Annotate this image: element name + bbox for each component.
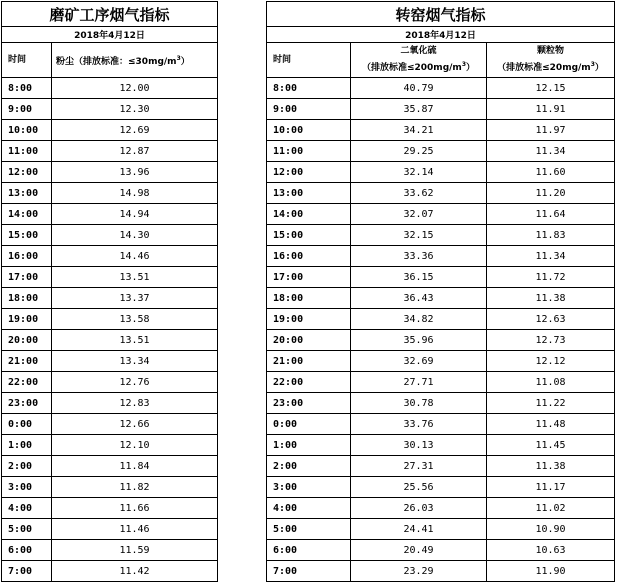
time-cell: 22:00 — [267, 372, 351, 393]
time-cell: 12:00 — [2, 162, 52, 183]
particulate-value-cell: 11.08 — [487, 372, 615, 393]
particulate-value-cell: 11.45 — [487, 435, 615, 456]
particulate-value-cell: 11.22 — [487, 393, 615, 414]
table-row — [2, 267, 218, 288]
table-row — [267, 393, 615, 414]
table-row — [2, 99, 218, 120]
table-row — [2, 309, 218, 330]
dust-column-header: 粉尘（排放标准：$\le 30mg/m^3$） — [52, 43, 218, 78]
time-cell: 23:00 — [2, 393, 52, 414]
time-cell: 6:00 — [2, 540, 52, 561]
table-row — [2, 246, 218, 267]
time-cell: 13:00 — [2, 183, 52, 204]
table-row — [267, 267, 615, 288]
particulate-value-cell: 11.97 — [487, 120, 615, 141]
dust-value-cell: 11.66 — [52, 498, 218, 519]
dust-value-cell: 12.10 — [52, 435, 218, 456]
dust-value-cell: 13.37 — [52, 288, 218, 309]
table-row — [267, 246, 615, 267]
dust-value-cell: 12.69 — [52, 120, 218, 141]
dust-value-cell: 11.84 — [52, 456, 218, 477]
time-column-header: 时间 — [267, 43, 351, 78]
particulate-value-cell: 11.90 — [487, 561, 615, 582]
table-row — [2, 78, 218, 99]
table-row — [267, 141, 615, 162]
particulate-value-cell: 11.34 — [487, 141, 615, 162]
particulate-value-cell: 12.12 — [487, 351, 615, 372]
so2-value-cell: 34.82 — [351, 309, 487, 330]
table-row — [267, 519, 615, 540]
table-row — [267, 99, 615, 120]
table-row — [2, 204, 218, 225]
time-cell: 2:00 — [267, 456, 351, 477]
so2-value-cell: 40.79 — [351, 78, 487, 99]
so2-value-cell: 35.96 — [351, 330, 487, 351]
grinding-table-title: 磨矿工序烟气指标 — [2, 2, 218, 27]
table-row — [267, 309, 615, 330]
time-cell: 19:00 — [2, 309, 52, 330]
so2-value-cell: 36.43 — [351, 288, 487, 309]
so2-value-cell: 32.07 — [351, 204, 487, 225]
time-cell: 14:00 — [267, 204, 351, 225]
particulate-value-cell: 11.38 — [487, 456, 615, 477]
so2-value-cell: 23.29 — [351, 561, 487, 582]
so2-value-cell: 33.76 — [351, 414, 487, 435]
particulate-value-cell: 11.83 — [487, 225, 615, 246]
table-row — [267, 372, 615, 393]
table-row — [267, 330, 615, 351]
time-cell: 10:00 — [2, 120, 52, 141]
time-cell: 8:00 — [267, 78, 351, 99]
dust-value-cell: 12.76 — [52, 372, 218, 393]
table-row — [2, 288, 218, 309]
table-row — [267, 120, 615, 141]
so2-value-cell: 26.03 — [351, 498, 487, 519]
time-cell: 13:00 — [267, 183, 351, 204]
table-row — [2, 225, 218, 246]
time-cell: 9:00 — [2, 99, 52, 120]
time-cell: 5:00 — [267, 519, 351, 540]
time-cell: 20:00 — [267, 330, 351, 351]
table-row — [2, 414, 218, 435]
table-row — [2, 162, 218, 183]
table-row — [2, 519, 218, 540]
kiln-table-date: 2018年4月12日 — [267, 27, 615, 43]
so2-value-cell: 36.15 — [351, 267, 487, 288]
table-row — [2, 498, 218, 519]
so2-value-cell: 20.49 — [351, 540, 487, 561]
time-cell: 17:00 — [2, 267, 52, 288]
time-cell: 21:00 — [267, 351, 351, 372]
particulate-value-cell: 11.91 — [487, 99, 615, 120]
table-row — [267, 288, 615, 309]
particulate-value-cell: 12.15 — [487, 78, 615, 99]
so2-value-cell: 27.71 — [351, 372, 487, 393]
time-cell: 15:00 — [2, 225, 52, 246]
time-cell: 1:00 — [2, 435, 52, 456]
time-cell: 16:00 — [2, 246, 52, 267]
so2-value-cell: 24.41 — [351, 519, 487, 540]
dust-value-cell: 13.51 — [52, 330, 218, 351]
particulate-value-cell: 11.38 — [487, 288, 615, 309]
particulate-value-cell: 11.02 — [487, 498, 615, 519]
table-row — [267, 351, 615, 372]
time-cell: 10:00 — [267, 120, 351, 141]
dust-value-cell: 12.87 — [52, 141, 218, 162]
particulate-value-cell: 11.17 — [487, 477, 615, 498]
table-row — [2, 330, 218, 351]
time-cell: 17:00 — [267, 267, 351, 288]
so2-value-cell: 32.15 — [351, 225, 487, 246]
table-row — [267, 540, 615, 561]
particulate-value-cell: 11.64 — [487, 204, 615, 225]
table-row — [267, 162, 615, 183]
table-row — [267, 456, 615, 477]
dust-value-cell: 11.46 — [52, 519, 218, 540]
dust-value-cell: 11.82 — [52, 477, 218, 498]
particulate-column-header: 颗粒物 （排放标准$\le 20mg/m^3$） — [487, 43, 615, 78]
table-row — [2, 141, 218, 162]
dust-value-cell: 13.58 — [52, 309, 218, 330]
time-cell: 9:00 — [267, 99, 351, 120]
kiln-table-title: 转窑烟气指标 — [267, 2, 615, 27]
so2-value-cell: 27.31 — [351, 456, 487, 477]
particulate-value-cell: 11.60 — [487, 162, 615, 183]
time-cell: 20:00 — [2, 330, 52, 351]
time-cell: 4:00 — [267, 498, 351, 519]
time-cell: 22:00 — [2, 372, 52, 393]
dust-value-cell: 14.30 — [52, 225, 218, 246]
table-row — [267, 561, 615, 582]
table-row — [267, 477, 615, 498]
time-column-header: 时间 — [2, 43, 52, 78]
time-cell: 15:00 — [267, 225, 351, 246]
table-row — [2, 120, 218, 141]
time-cell: 14:00 — [2, 204, 52, 225]
dust-value-cell: 14.94 — [52, 204, 218, 225]
so2-value-cell: 33.62 — [351, 183, 487, 204]
table-row — [2, 435, 218, 456]
so2-value-cell: 34.21 — [351, 120, 487, 141]
time-cell: 16:00 — [267, 246, 351, 267]
time-cell: 1:00 — [267, 435, 351, 456]
time-cell: 0:00 — [2, 414, 52, 435]
table-row — [267, 204, 615, 225]
dust-value-cell: 12.83 — [52, 393, 218, 414]
table-row — [2, 372, 218, 393]
time-cell: 3:00 — [2, 477, 52, 498]
dust-value-cell: 11.59 — [52, 540, 218, 561]
so2-value-cell: 30.13 — [351, 435, 487, 456]
so2-value-cell: 32.14 — [351, 162, 487, 183]
particulate-value-cell: 12.73 — [487, 330, 615, 351]
time-cell: 19:00 — [267, 309, 351, 330]
so2-value-cell: 30.78 — [351, 393, 487, 414]
time-cell: 21:00 — [2, 351, 52, 372]
so2-column-header: 二氧化硫 （排放标准$\le 200mg/m^3$） — [351, 43, 487, 78]
so2-value-cell: 29.25 — [351, 141, 487, 162]
dust-value-cell: 11.42 — [52, 561, 218, 582]
table-row — [267, 498, 615, 519]
dust-value-cell: 14.46 — [52, 246, 218, 267]
table-row — [2, 477, 218, 498]
time-cell: 0:00 — [267, 414, 351, 435]
dust-value-cell: 13.96 — [52, 162, 218, 183]
so2-value-cell: 25.56 — [351, 477, 487, 498]
dust-value-cell: 12.00 — [52, 78, 218, 99]
dust-value-cell: 12.30 — [52, 99, 218, 120]
particulate-value-cell: 11.72 — [487, 267, 615, 288]
time-cell: 12:00 — [267, 162, 351, 183]
time-cell: 6:00 — [267, 540, 351, 561]
time-cell: 2:00 — [2, 456, 52, 477]
table-row — [267, 183, 615, 204]
particulate-value-cell: 10.90 — [487, 519, 615, 540]
table-row — [2, 456, 218, 477]
time-cell: 11:00 — [267, 141, 351, 162]
time-cell: 8:00 — [2, 78, 52, 99]
particulate-value-cell: 10.63 — [487, 540, 615, 561]
dust-value-cell: 14.98 — [52, 183, 218, 204]
time-cell: 7:00 — [267, 561, 351, 582]
particulate-value-cell: 11.48 — [487, 414, 615, 435]
table-row — [267, 435, 615, 456]
dust-value-cell: 13.51 — [52, 267, 218, 288]
particulate-value-cell: 11.20 — [487, 183, 615, 204]
particulate-value-cell: 12.63 — [487, 309, 615, 330]
time-cell: 5:00 — [2, 519, 52, 540]
so2-value-cell: 32.69 — [351, 351, 487, 372]
time-cell: 18:00 — [2, 288, 52, 309]
time-cell: 4:00 — [2, 498, 52, 519]
time-cell: 7:00 — [2, 561, 52, 582]
rotary-kiln-flue-gas-table — [266, 1, 615, 582]
time-cell: 11:00 — [2, 141, 52, 162]
table-row — [2, 183, 218, 204]
time-cell: 23:00 — [267, 393, 351, 414]
so2-value-cell: 33.36 — [351, 246, 487, 267]
particulate-value-cell: 11.34 — [487, 246, 615, 267]
table-row — [267, 414, 615, 435]
table-row — [2, 540, 218, 561]
table-row — [2, 393, 218, 414]
table-row — [267, 225, 615, 246]
table-row — [2, 561, 218, 582]
time-cell: 18:00 — [267, 288, 351, 309]
grinding-table-date: 2018年4月12日 — [2, 27, 218, 43]
so2-value-cell: 35.87 — [351, 99, 487, 120]
dust-value-cell: 12.66 — [52, 414, 218, 435]
time-cell: 3:00 — [267, 477, 351, 498]
table-row — [267, 78, 615, 99]
grinding-flue-gas-table — [1, 1, 218, 582]
dust-value-cell: 13.34 — [52, 351, 218, 372]
table-row — [2, 351, 218, 372]
